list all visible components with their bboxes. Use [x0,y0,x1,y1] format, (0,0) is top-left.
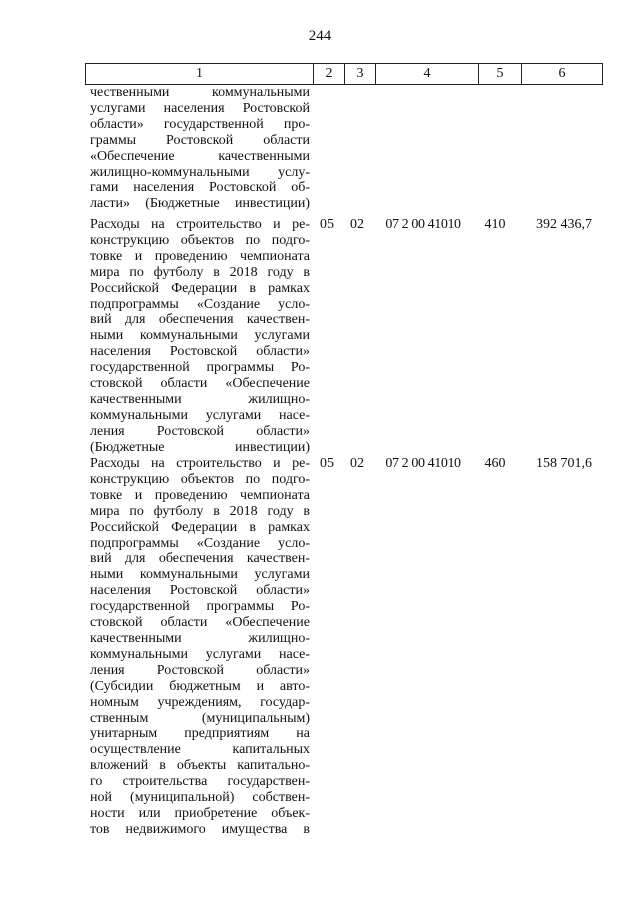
expense-type-code: 460 [484,456,506,471]
section-code: 05 [320,217,334,232]
row-description [90,217,310,456]
description-line: качественными жилищно- [90,630,310,646]
description-line: тов недвижимого имущества в [90,821,310,837]
page-number: 244 [308,28,332,44]
description-line: граммы Ростовской области [90,132,310,148]
description-line: вий для обеспечения качествен- [90,551,310,567]
description-line: конструкцию объектов по подго- [90,471,310,487]
description-line: ления Ростовской области» [90,662,310,678]
description-line: мира по футболу в 2018 году в [90,264,310,280]
expense-type-code: 410 [484,217,506,232]
description-line: населения Ростовской области» [90,583,310,599]
description-line: ности или приобретение объек- [90,805,310,821]
description-line: ными коммунальными услугами [90,328,310,344]
amount-value: 158 701,6 [536,456,592,471]
description-line: Расходы на строительство и ре- [90,217,310,232]
description-line: услугами населения Ростовской [90,100,310,116]
description-line: вий для обеспечения качествен- [90,312,310,328]
description-line: подпрограммы «Создание усло- [90,296,310,312]
description-line: подпрограммы «Создание усло- [90,535,310,551]
description-line: (Субсидии бюджетным и авто- [90,678,310,694]
description-line: Российской Федерации в рамках [90,280,310,296]
row-description [90,456,310,838]
description-line: Расходы на строительство и ре- [90,456,310,471]
description-line: конструкцию объектов по подго- [90,232,310,248]
description-line: вложений в объекты капитально- [90,758,310,774]
description-line: коммунальными услугами насе- [90,646,310,662]
description-line: государственной программы Ро- [90,360,310,376]
description-line: (Бюджетные инвестиции) [90,439,310,455]
description-line: ными коммунальными услугами [90,567,310,583]
description-line: «Обеспечение качественными [90,148,310,164]
table-header [85,63,603,85]
description-line: номным учреждениям, государ- [90,694,310,710]
target-article-code: 07 2 00 41010 [385,217,461,232]
description-line: чественными коммунальными [90,85,310,100]
column-header-3: 3 [345,64,376,85]
description-line: области» государственной про- [90,116,310,132]
column-header-5: 5 [479,64,522,85]
description-line: ной (муниципальной) собствен- [90,790,310,806]
continuation-description [90,85,310,212]
description-line: го строительства государствен- [90,774,310,790]
column-header-1: 1 [86,64,314,85]
subsection-code: 02 [350,456,364,471]
description-line: унитарным предприятиям на [90,726,310,742]
column-header-6: 6 [522,64,603,85]
description-line: ственным (муниципальным) [90,710,310,726]
description-line: Российской Федерации в рамках [90,519,310,535]
description-line: товке и проведению чемпионата [90,248,310,264]
description-line: стовской области «Обеспечение [90,376,310,392]
description-line: качественными жилищно- [90,391,310,407]
column-header-4: 4 [376,64,479,85]
description-line: ления Ростовской области» [90,423,310,439]
description-line: стовской области «Обеспечение [90,615,310,631]
section-code: 05 [320,456,334,471]
description-line: мира по футболу в 2018 году в [90,503,310,519]
description-line: жилищно-коммунальными услу- [90,164,310,180]
description-line: коммунальными услугами насе- [90,407,310,423]
amount-value: 392 436,7 [536,217,592,232]
description-line: ласти» (Бюджетные инвестиции) [90,196,310,212]
description-line: населения Ростовской области» [90,344,310,360]
column-header-2: 2 [314,64,345,85]
description-line: осуществление капитальных [90,742,310,758]
target-article-code: 07 2 00 41010 [385,456,461,471]
description-line: товке и проведению чемпионата [90,487,310,503]
description-line: гами населения Ростовской об- [90,180,310,196]
subsection-code: 02 [350,217,364,232]
description-line: государственной программы Ро- [90,599,310,615]
